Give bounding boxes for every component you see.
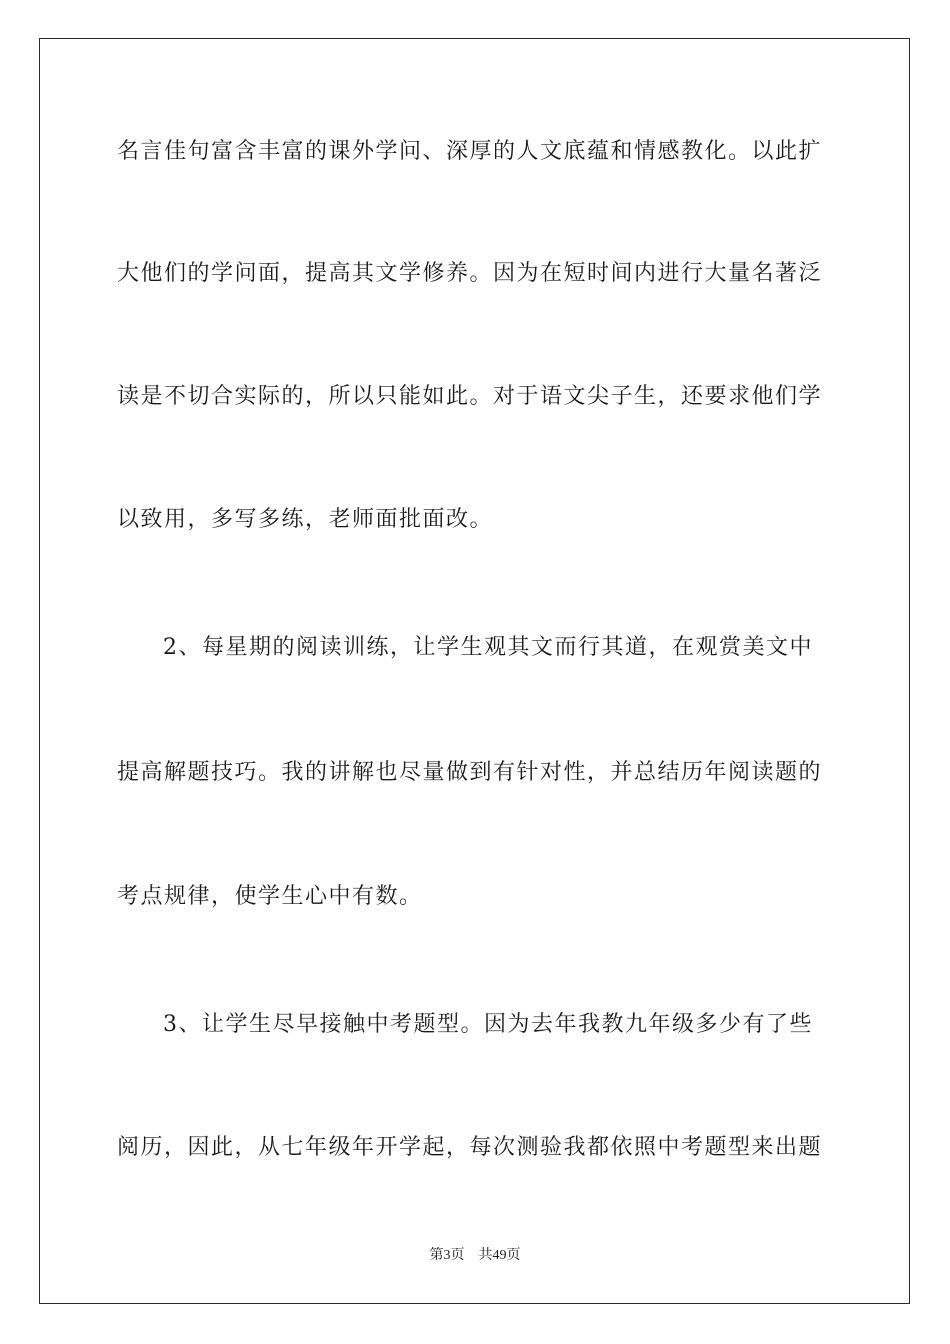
text-line-9: 阅历，因此，从七年级年开学起，每次测验我都依照中考题型来出题 bbox=[117, 1135, 823, 1160]
text-line-2: 大他们的学问面，提高其文学修养。因为在短时间内进行大量名著泛 bbox=[117, 261, 823, 286]
page-number: 第3页 bbox=[429, 1248, 465, 1263]
text-line-3: 读是不切合实际的，所以只能如此。对于语文尖子生，还要求他们学 bbox=[117, 384, 823, 409]
text-line-8-paragraph-3-start: 3、让学生尽早接触中考题型。因为去年我教九年级多少有了些 bbox=[163, 1012, 813, 1037]
text-line-5-paragraph-2-start: 2、每星期的阅读训练，让学生观其文而行其道，在观赏美文中 bbox=[163, 635, 813, 660]
page-border bbox=[39, 38, 910, 1304]
text-line-1: 名言佳句富含丰富的课外学问、深厚的人文底蕴和情感教化。以此扩 bbox=[117, 139, 823, 164]
text-line-7: 考点规律，使学生心中有数。 bbox=[117, 884, 423, 909]
page-footer bbox=[0, 1246, 950, 1266]
text-line-6: 提高解题技巧。我的讲解也尽量做到有针对性，并总结历年阅读题的 bbox=[117, 760, 823, 785]
text-line-4: 以致用，多写多练，老师面批面改。 bbox=[117, 507, 494, 532]
total-pages: 共49页 bbox=[478, 1248, 521, 1263]
